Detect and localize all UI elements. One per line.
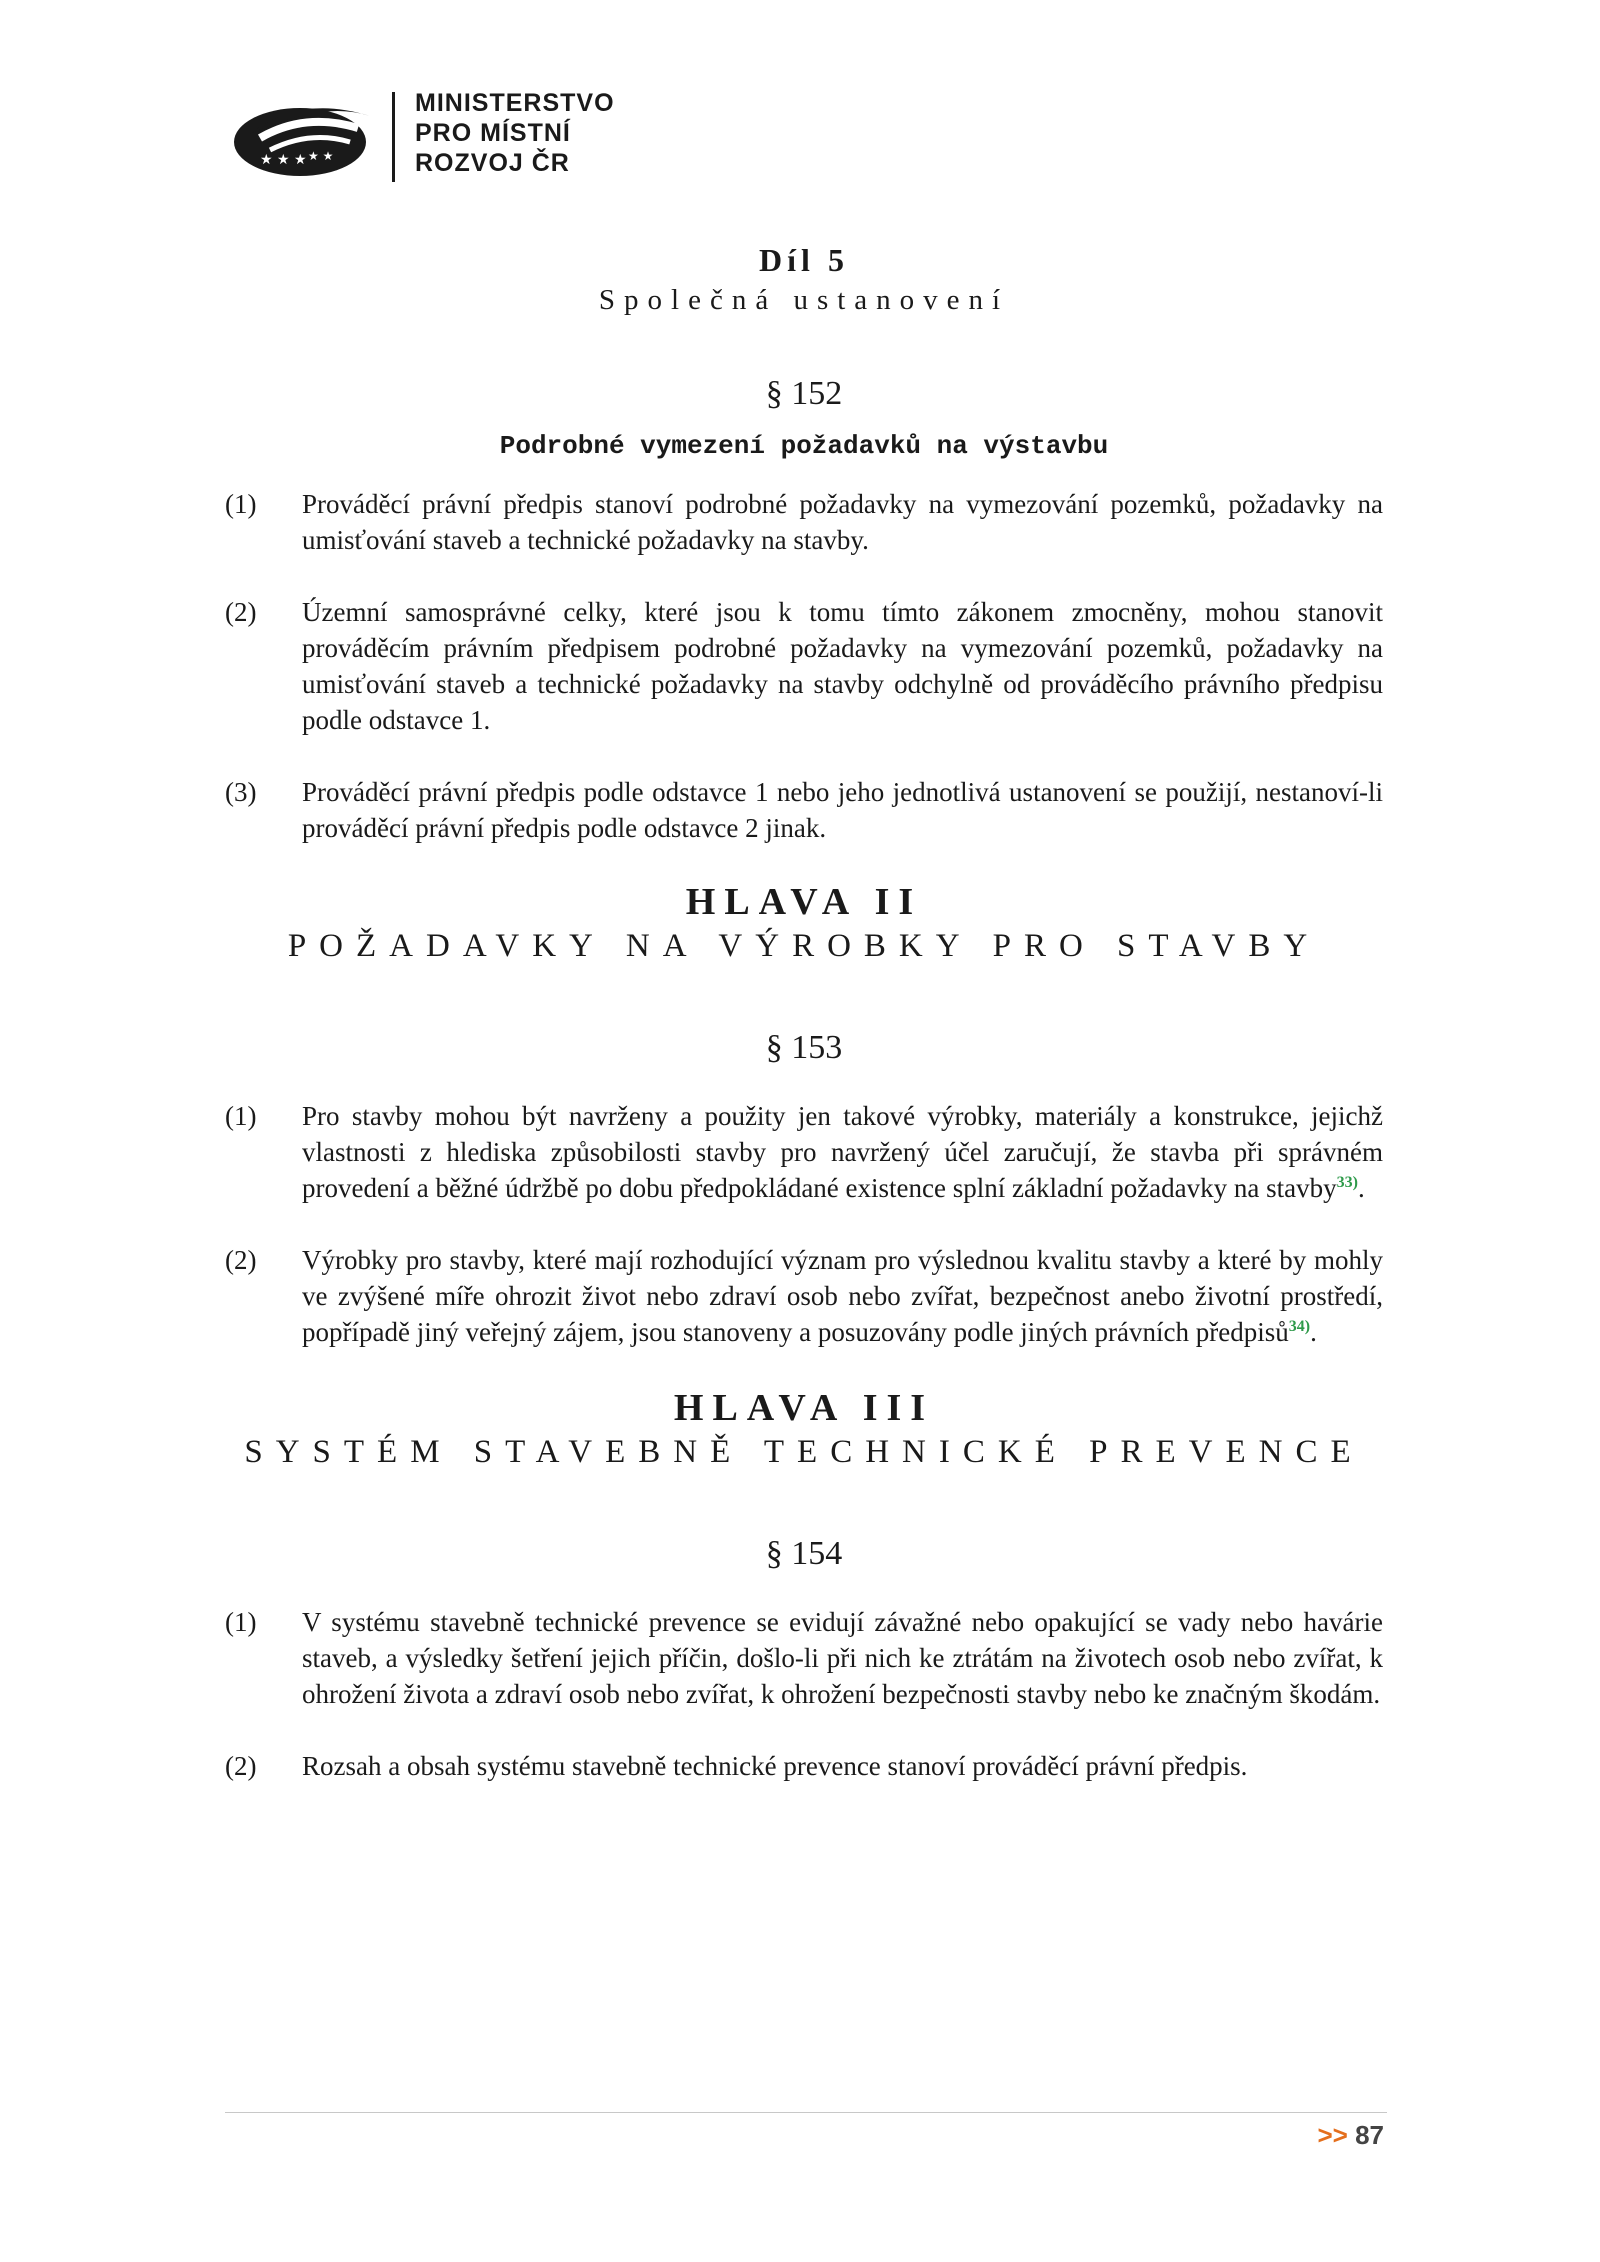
clause-text: Územní samosprávné celky, které jsou k tomu tímto zákonem zmocněny, mohou stanovit prováděcím právním předpisem podrobné požadavky na vymezování pozemků, požadavky na umisťování staveb a technické požadavky na stavby odchylně od prováděcího právního předpisu podle odstavce 1. bbox=[302, 597, 1383, 735]
clause bbox=[225, 774, 1383, 846]
clause bbox=[225, 1604, 1383, 1712]
clause bbox=[225, 1242, 1383, 1350]
clause-tail: . bbox=[1310, 1317, 1317, 1347]
chapter-subtitle: SYSTÉM STAVEBNĚ TECHNICKÉ PREVENCE bbox=[244, 1434, 1364, 1470]
clause bbox=[225, 594, 1383, 738]
chapter-subtitle: POŽADAVKY NA VÝROBKY PRO STAVBY bbox=[287, 928, 1321, 964]
clause-number: (2) bbox=[225, 1751, 257, 1781]
page-arrow-icon: >> bbox=[1317, 2120, 1348, 2150]
clause-text bbox=[302, 1098, 1383, 1206]
section-152-heading bbox=[225, 372, 1383, 464]
page-number-value: 87 bbox=[1355, 2120, 1384, 2150]
chapter-title: HLAVA II bbox=[685, 881, 923, 923]
ministry-name-line-1: MINISTERSTVO bbox=[415, 89, 615, 117]
ministry-name-line-3: ROZVOJ ČR bbox=[415, 149, 570, 177]
footnote-link[interactable]: 33) bbox=[1336, 1174, 1358, 1191]
section-number: § 154 bbox=[765, 1535, 843, 1572]
document-body bbox=[225, 240, 1383, 1784]
clause-number: (2) bbox=[225, 597, 257, 627]
ministry-logo bbox=[230, 88, 650, 188]
page-number bbox=[1317, 2120, 1384, 2151]
clause-body: Pro stavby mohou být navrženy a použity jen takové výrobky, materiály a konstrukce, jejichž vlastnosti z hlediska způsobilosti stavby pro navržený účel zaručují, že stavba při správném provedení a běžné údržbě po dobu předpokládané existence splní základní požadavky na stavby bbox=[302, 1101, 1383, 1203]
clause-text: Rozsah a obsah systému stavebně technické prevence stanoví prováděcí právní předpis. bbox=[302, 1751, 1248, 1781]
clause-number: (1) bbox=[225, 1101, 257, 1131]
part-heading bbox=[225, 240, 1383, 320]
ministry-name bbox=[415, 88, 615, 178]
clause-text: Prováděcí právní předpis stanoví podrobné požadavky na vymezování pozemků, požadavky na umisťování staveb a technické požadavky na stavby. bbox=[302, 489, 1383, 555]
svg-text:★ ★: ★ ★ bbox=[308, 149, 334, 163]
clause-text bbox=[302, 1242, 1383, 1350]
clause bbox=[225, 1748, 1383, 1784]
section-number: § 152 bbox=[765, 375, 843, 412]
clause bbox=[225, 1098, 1383, 1206]
section-154-heading bbox=[225, 1532, 1383, 1576]
section-153-heading bbox=[225, 1026, 1383, 1070]
logo-divider bbox=[392, 92, 395, 182]
clause-body: Výrobky pro stavby, které mají rozhodující význam pro výslednou kvalitu stavby a které by mohly ve zvýšené míře ohrozit život nebo zdraví osob nebo zvířat, bezpečnost anebo životní prostředí, popřípadě jiný veřejný zájem, jsou stanoveny a posuzovány podle jiných právních předpisů bbox=[302, 1245, 1383, 1347]
svg-text:★ ★ ★: ★ ★ ★ bbox=[260, 152, 307, 168]
ministry-logo-mark-icon bbox=[230, 94, 380, 182]
clause-tail: . bbox=[1357, 1173, 1365, 1203]
clause-number: (2) bbox=[225, 1245, 257, 1275]
clause-number: (1) bbox=[225, 1607, 257, 1637]
footnote-link[interactable]: 34) bbox=[1288, 1318, 1311, 1335]
part-title: Díl 5 bbox=[759, 242, 849, 278]
clause-text: Prováděcí právní předpis podle odstavce 1 nebo jeho jednotlivá ustanovení se použijí, nestanoví-li prováděcí právní předpis podle odstavce 2 jinak. bbox=[302, 777, 1383, 843]
section-number: § 153 bbox=[765, 1029, 843, 1066]
clause bbox=[225, 486, 1383, 558]
clause-number: (1) bbox=[225, 489, 257, 519]
part-subtitle: Společná ustanovení bbox=[598, 284, 1010, 316]
ministry-name-line-2: PRO MÍSTNÍ bbox=[415, 119, 571, 147]
section-title: Podrobné vymezení požadavků na výstavbu bbox=[499, 431, 1109, 461]
clause-text: V systému stavebně technické prevence se evidují závažné nebo opakující se vady nebo havárie staveb, a výsledky šetření jejich příčin, došlo-li při nich ke ztrátám na životech osob nebo zvířat, k ohrožení života a zdraví osob nebo zvířat, k ohrožení bezpečnosti stavby nebo ke značným škodám. bbox=[302, 1607, 1383, 1709]
chapter-heading bbox=[225, 1386, 1383, 1474]
chapter-title: HLAVA III bbox=[673, 1387, 935, 1429]
clause-number: (3) bbox=[225, 777, 257, 807]
chapter-heading bbox=[225, 880, 1383, 968]
footer-divider bbox=[225, 2112, 1387, 2113]
